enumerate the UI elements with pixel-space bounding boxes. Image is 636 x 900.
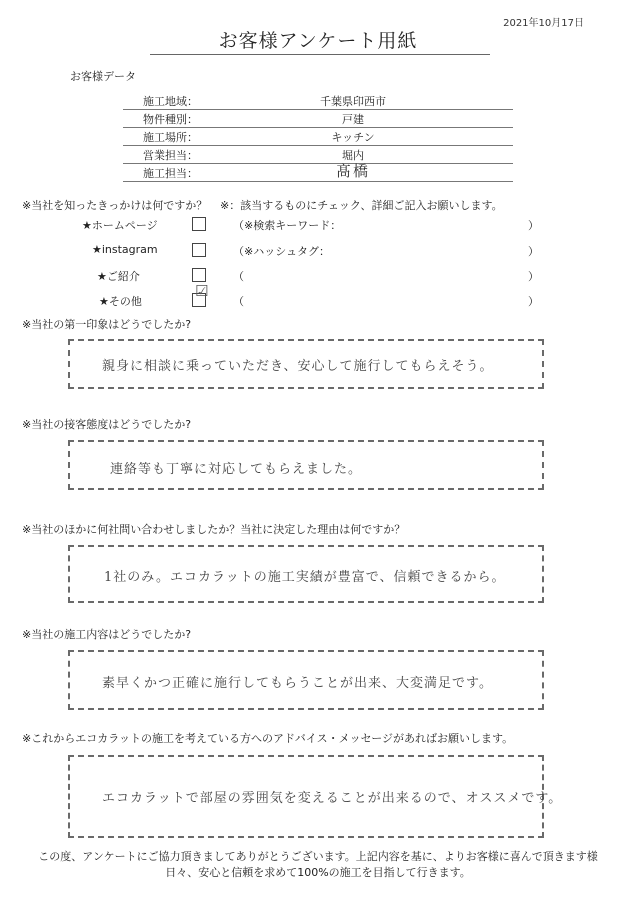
option-referral-label: ★ご紹介 [97, 270, 140, 283]
check-mark-icon: ☑ [195, 282, 209, 300]
option-homepage-label: ★ホームページ [82, 219, 158, 232]
info-value: 千葉県印西市 [320, 95, 386, 108]
page-title: お客様アンケート用紙 [218, 30, 418, 52]
footer-line-1: この度、アンケートにご協力頂きましてありがとうございます。上記内容を基に、よりお客様に喜んで頂きます様 [38, 850, 598, 863]
option-other-close: ） [528, 295, 539, 308]
info-value: キッチン [331, 131, 375, 144]
option-homepage-checkbox[interactable] [192, 217, 206, 231]
info-label: 営業担当： [143, 149, 198, 162]
question-service-attitude: ※当社の接客態度はどうでしたか? [22, 418, 192, 431]
survey-date: 2021年10月17日 [503, 18, 584, 29]
answer-first-impression: 親身に相談に乗っていただき、安心して施行してもらえそう。 [102, 359, 494, 374]
customer-data-table [123, 92, 513, 182]
answer-construction: 素早くかつ正確に施行してもらうことが出来、大変満足です。 [102, 676, 493, 691]
option-other-detail: （ [233, 295, 244, 308]
info-value: 堀内 [342, 149, 364, 162]
option-instagram-close: ） [528, 245, 539, 258]
question-other-companies: ※当社のほかに何社問い合わせしましたか？当社に決定した理由は何ですか？ [22, 523, 406, 536]
info-row-property-type [123, 110, 513, 128]
title-underline [150, 54, 490, 55]
info-label: 物件種別： [143, 113, 198, 126]
option-homepage-detail: （※検索キーワード： [233, 219, 342, 232]
question-instruction: ※：該当するものにチェック、詳細ご記入お願いします。 [220, 199, 503, 212]
answer-other-companies: 1社のみ。エコカラットの施工実績が豊富で、信頼できるから。 [104, 570, 506, 585]
option-instagram-detail: （※ハッシュタグ： [233, 245, 330, 258]
info-label: 施工地域： [143, 95, 198, 108]
info-row-location [123, 128, 513, 146]
info-label: 施工担当： [143, 167, 198, 180]
answer-service-attitude: 連絡等も丁寧に対応してもらえました。 [110, 462, 363, 477]
info-row-area [123, 92, 513, 110]
question-how-found: ※当社を知ったきっかけは何ですか？ [22, 199, 208, 212]
option-referral-detail: （ [233, 270, 244, 283]
customer-data-heading: お客様データ [70, 70, 136, 83]
option-instagram-checkbox[interactable] [192, 243, 206, 257]
info-row-installer [123, 164, 513, 182]
question-advice: ※これからエコカラットの施工を考えている方へのアドバイス・メッセージがあればお願いします。 [22, 732, 514, 745]
option-referral-checkbox[interactable] [192, 268, 206, 282]
option-referral-close: ） [528, 270, 539, 283]
question-construction: ※当社の施工内容はどうでしたか? [22, 628, 192, 641]
info-label: 施工場所： [143, 131, 198, 144]
option-instagram-label: ★instagram [92, 243, 158, 256]
option-other-label: ★その他 [99, 295, 142, 308]
info-value: 戸建 [342, 113, 364, 126]
question-first-impression: ※当社の第一印象はどうでしたか? [22, 318, 192, 331]
footer-line-2: 日々、安心と信頼を求めて100%の施工を目指して行きます。 [165, 866, 471, 879]
answer-advice: エコカラットで部屋の雰囲気を変えることが出来るので、オススメです。 [102, 791, 563, 806]
option-homepage-close: ） [528, 219, 539, 232]
info-value-handwritten: 髙橋 [335, 162, 370, 180]
